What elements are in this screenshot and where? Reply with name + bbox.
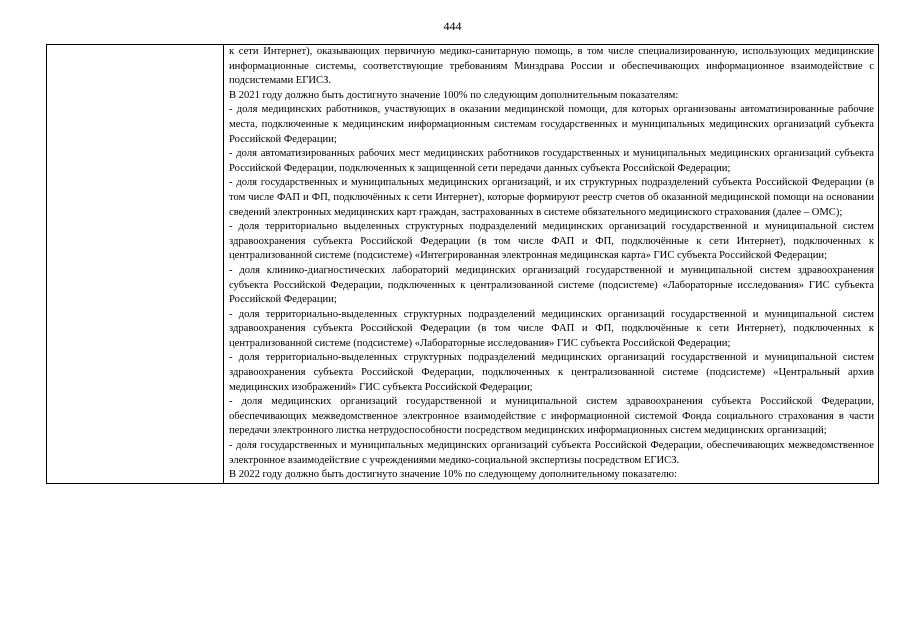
indicator-secure-network: - доля автоматизированных рабочих мест медицинских работников государственных и муниципальных медицинских организаций субъекта Российской Федерации, подключенных к защищенной сети передачи данных субъекта Российской Федерации; [229, 148, 874, 174]
indicator-mse: - доля государственных и муниципальных медицинских организаций субъекта Российской Федерации, обеспечивающих межведомственное электронное взаимодействие с учреждениями медико-социальной экспертизы посредством ЕГИСЗ. [229, 440, 874, 466]
indicator-labs: - доля клинико-диагностических лабораторий медицинских организаций государственной и муниципальной систем здравоохранения субъекта Российской Федерации, подключенных к централизованной системе (подсистеме) «Лабораторные исследования» ГИС субъекта Российской Федерации; [229, 264, 874, 306]
table-row [47, 45, 879, 484]
text-cell [224, 45, 879, 484]
indicator-image-archive: - доля территориально-выделенных структурных подразделений медицинских организаций государственной и муниципальной систем здравоохранения субъекта Российской Федерации, подключенных к централизованной системе (подсистеме) «Центральный архив медицинских изображений» ГИС субъекта Российской Федерации; [229, 352, 874, 393]
indicator-oms-registry: - доля государственных и муниципальных медицинских организаций, и их структурных подразделений субъекта Российской Федерации (в том числе ФАП и ФП, подключённых к сети Интернет), которые формируют реестр счетов об оказанной медицинской помощи на основании сведений электронных медицинских карт граждан, застрахованных в системе обязательного медицинского страхования (далее – ОМС); [229, 177, 874, 218]
indicator-sick-leave: - доля медицинских организаций государственной и муниципальной систем здравоохранения субъекта Российской Федерации, обеспечивающих межведомственное электронное взаимодействие с информационной системой Фонда социального страхования в части передачи электронного листка нетрудоспособности посредством медицинских информационных систем медицинских организаций; [229, 396, 874, 437]
empty-left-cell [47, 45, 224, 484]
page-number: 444 [443, 19, 462, 33]
document-table [46, 44, 879, 484]
indicator-emr-subsystem: - доля территориально выделенных структурных подразделений медицинских организаций государственной и муниципальной систем здравоохранения субъекта Российской Федерации (в том числе ФАП и ФП, подключённые к сети Интернет), подключенных к централизованной системе (подсистеме) «Интегрированная электронная медицинская карта» ГИС субъекта Российской Федерации; [229, 221, 874, 262]
indicator-lab-subsystem: - доля территориально-выделенных структурных подразделений медицинских организаций государственной и муниципальной систем здравоохранения субъекта Российской Федерации (в том числе ФАП и ФП, подключённые к сети Интернет), подключенных к централизованной системе (подсистеме) «Лабораторные исследования» ГИС субъекта Российской Федерации; [229, 308, 874, 349]
indicator-workstations: - доля медицинских работников, участвующих в оказании медицинской помощи, для которых организованы автоматизированные рабочие места, подключенные к медицинским информационным системам государственных и муниципальных медицинских организаций субъекта Российской Федерации; [229, 104, 874, 145]
paragraph-2022-intro: В 2022 году должно быть достигнуто значение 10% по следующему дополнительному показателю: [229, 469, 677, 481]
cell-text-block [224, 45, 878, 483]
paragraph-continuation: к сети Интернет), оказывающих первичную медико-санитарную помощь, в том числе специализированную, использующих медицинские информационные системы, соответствующие требованиям Минздрава России и обеспечивающих информационное взаимодействие с подсистемами ЕГИСЗ. [229, 46, 874, 87]
paragraph-2021-intro: В 2021 году должно быть достигнуто значение 100% по следующим дополнительным показателям: [229, 89, 679, 101]
